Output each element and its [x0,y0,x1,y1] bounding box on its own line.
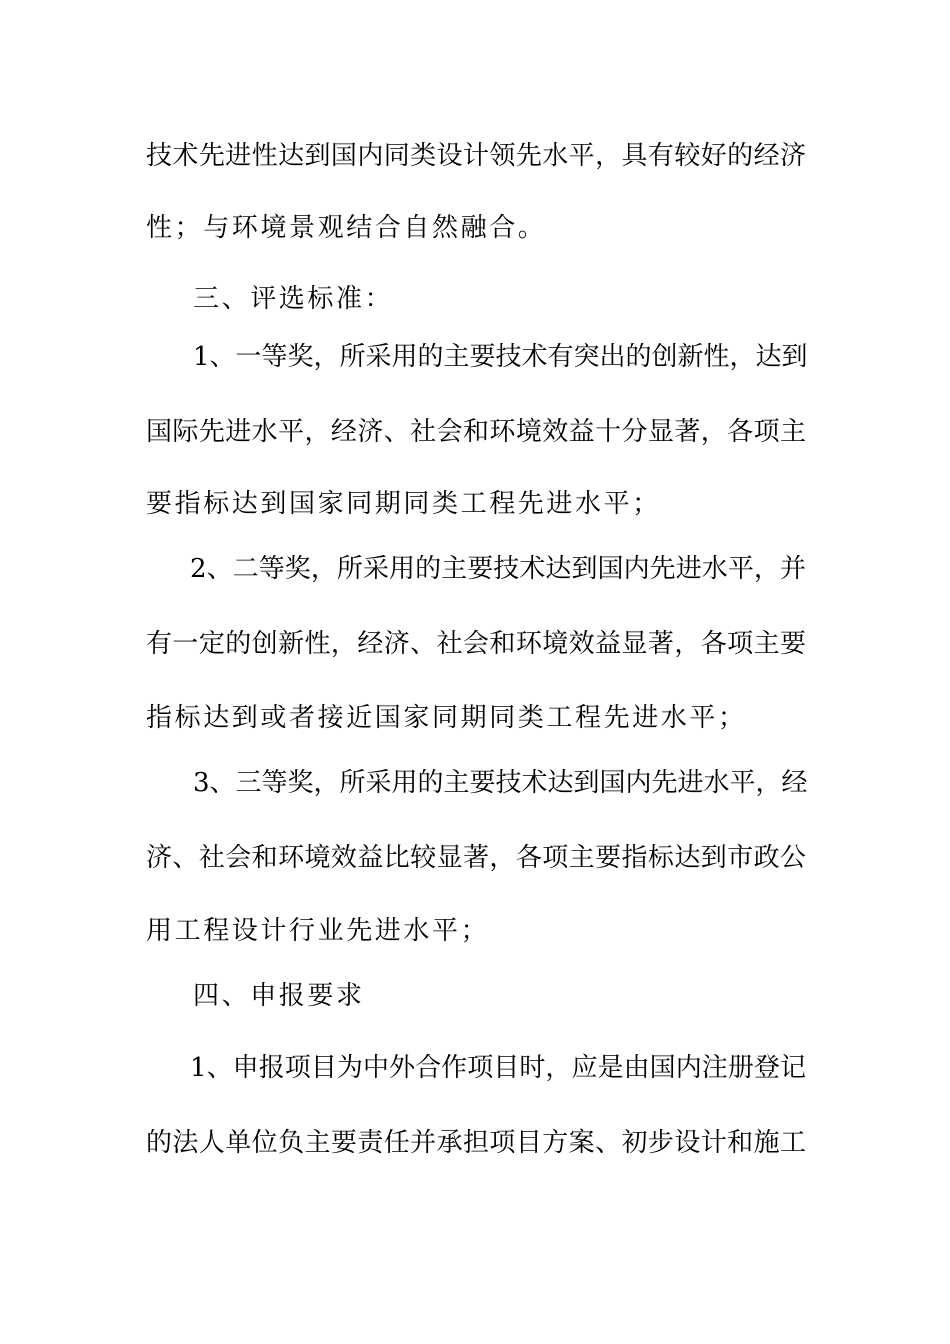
paragraph-line-12: 用工程设计行业先进水平； [146,916,490,946]
paragraph-line-1: 技术先进性达到国内同类设计领先水平，具有较好的经济 [146,141,806,171]
paragraph-line-15: 的法人单位负主要责任并承担项目方案、初步设计和施工 [146,1128,806,1158]
paragraph-line-11: 济、社会和环境效益比较显著，各项主要指标达到市政公 [146,843,806,873]
section-heading-13: 四、申报要求 [193,981,365,1011]
paragraph-line-10: 3、三等奖，所采用的主要技术达到国内先进水平，经 [193,768,808,798]
paragraph-line-5: 国际先进水平，经济、社会和环境效益十分显著，各项主 [146,417,806,447]
paragraph-line-8: 有一定的创新性，经济、社会和环境效益显著，各项主要 [146,629,806,659]
section-heading-3: 三、评选标准： [193,284,394,314]
paragraph-line-7: 2、二等奖，所采用的主要技术达到国内先进水平，并 [190,554,806,584]
paragraph-line-9: 指标达到或者接近国家同期同类工程先进水平； [146,703,747,733]
paragraph-line-14: 1、申报项目为中外合作项目时，应是由国内注册登记 [190,1053,806,1083]
paragraph-line-6: 要指标达到国家同期同类工程先进水平； [146,489,661,519]
paragraph-line-2: 性；与环境景观结合自然融合。 [146,213,547,243]
paragraph-line-4: 1、一等奖，所采用的主要技术有突出的创新性，达到 [193,342,808,372]
